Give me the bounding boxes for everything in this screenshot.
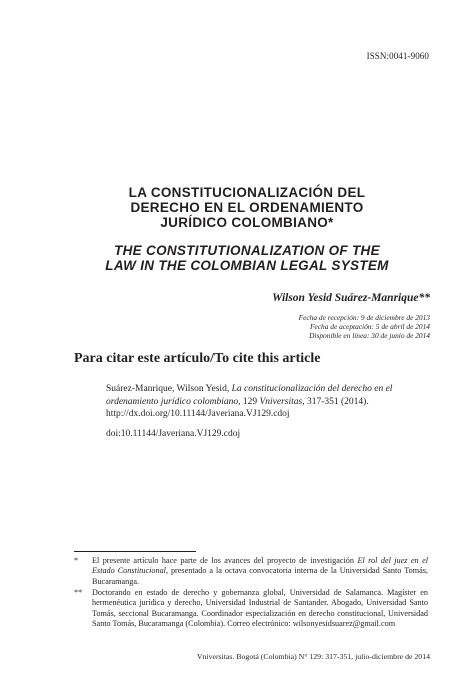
title-es-line-3: JURÍDICO COLOMBIANO* [160,215,334,230]
title-es-line-1: LA CONSTITUCIONALIZACIÓN DEL [128,185,366,200]
date-online: Disponible en línea: 30 de junio de 2014 [309,331,430,340]
author-name: Wilson Yesid Suárez-Manrique** [272,292,430,304]
footnote-2 [74,588,428,629]
article-title-english [60,243,434,273]
doi-text: doi:10.11144/Javeriana.VJ129.cdoj [106,429,241,439]
publication-dates [299,313,430,340]
footnote-2-mark: ** [74,588,83,597]
footnote-1-mark: * [74,556,79,565]
footnote-1-part-1: El presente artículo hace parte de los avances del proyecto de investigación [92,556,358,565]
citation-heading: Para citar este artículo/To cite this article [74,351,321,366]
issn-number: ISSN:0041-9060 [366,51,429,61]
citation-link[interactable]: , 317-351 (2014). http://dx.doi.org/10.11144/Javeriana.VJ129.cdoj [106,396,369,419]
footnote-divider [74,551,196,552]
citation-authors: Suárez-Manrique, Wilson Yesid, [106,384,232,394]
title-en-line-1: THE CONSTITUTIONALIZATION OF THE [114,243,380,258]
article-title-spanish [60,185,434,230]
date-received: Fecha de recepción: 9 de diciembre de 2013 [298,313,430,322]
footnote-1-part-2: , presentado a la octava convocatoria interna de la Universidad Santo Tomás, Bucaramanga. [92,566,428,586]
citation-volume: , 129 [238,396,260,407]
title-es-line-2: DERECHO EN EL ORDENAMIENTO [130,200,364,215]
title-en-line-2: LAW IN THE COLOMBIAN LEGAL SYSTEM [105,258,389,273]
date-accepted: Fecha de aceptación: 5 de abril de 2014 [309,322,430,331]
footnote-1-project-title: El rol del juez en el Estado Constitucional [92,556,428,576]
footnote-1 [74,556,428,587]
citation-article-title: La constitucionalización del derecho en el ordenamiento jurídico colombiano [106,384,393,407]
footnote-1-text [92,556,428,587]
citation-text [106,383,428,421]
citation-journal: Vniversitas [259,396,303,407]
journal-footer: Vniversitas. Bogotá (Colombia) N° 129: 317-351, julio-diciembre de 2014 [196,652,430,661]
footnote-2-text: Doctorando en estado de derecho y gobernanza global, Universidad de Salamanca. Magíster en hermenéutica jurídica y derecho, Universidad Industrial de Santander. Abogado, Universidad Santo Tomás, seccional Bucaramanga. Coordinador especialización en derecho constitucional, Universidad Santo Tomás, Bucaramanga (Colombia). Correo electrónico: wilsonyesidsuarez@gmail.com [92,588,428,628]
